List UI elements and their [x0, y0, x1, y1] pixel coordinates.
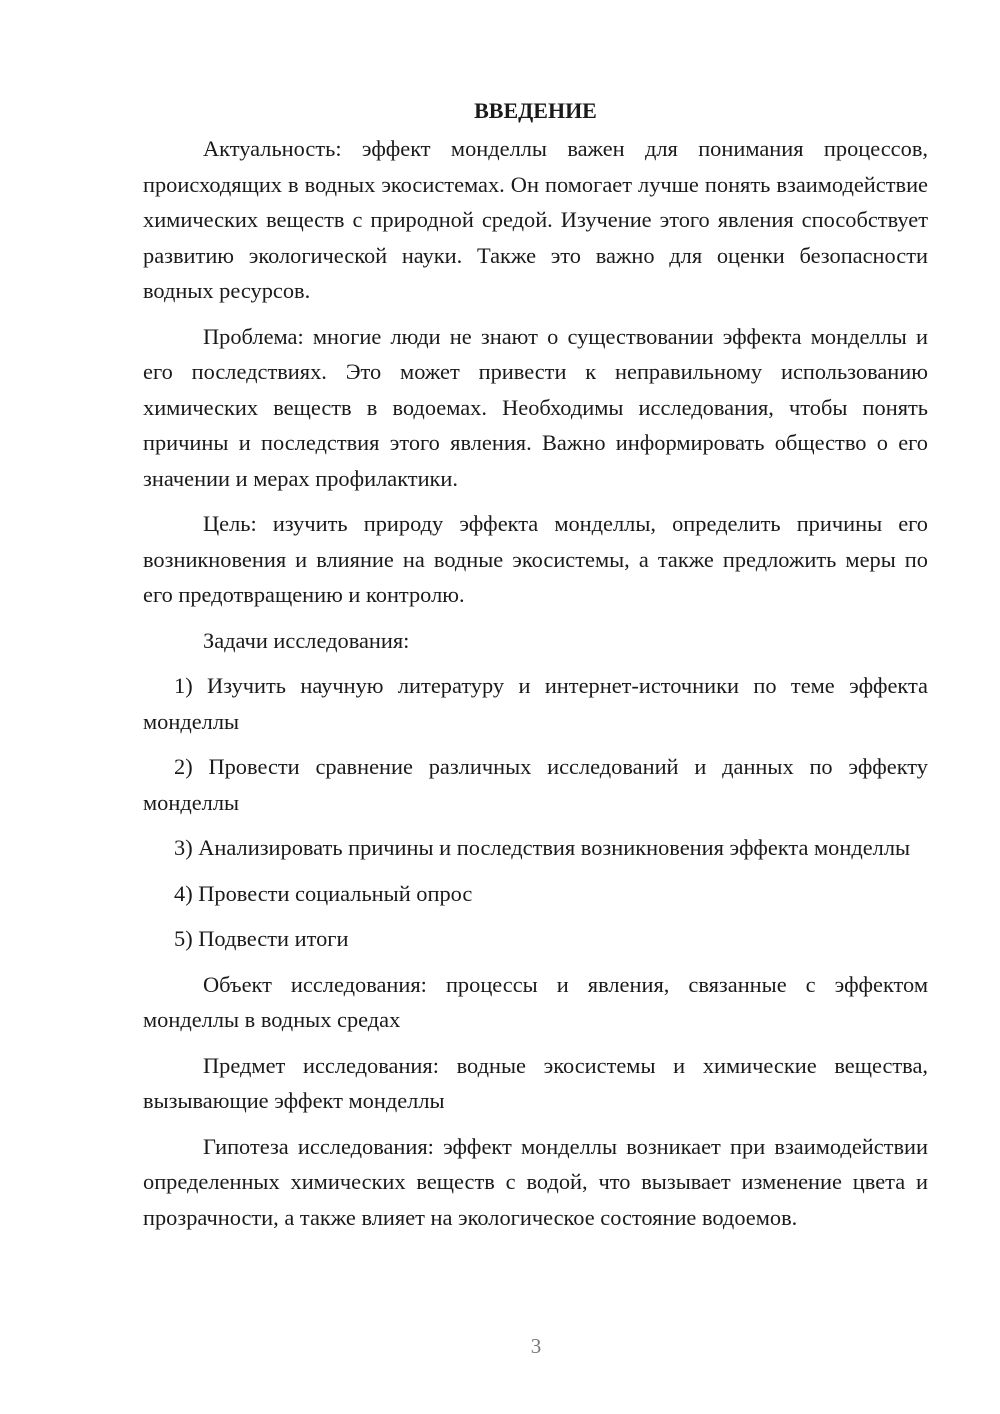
task-item-2: 2) Провести сравнение различных исследований и данных по эффекту монделлы [143, 754, 928, 815]
tasks-heading: Задачи исследования: [203, 627, 410, 653]
task-item-1: 1) Изучить научную литературу и интернет-источники по теме эффекта монделлы [143, 673, 928, 734]
document-page [143, 96, 928, 1245]
page-number: 3 [530, 1334, 542, 1358]
paragraph-relevance: Актуальность: эффект монделлы важен для понимания процессов, происходящих в водных экосистемах. Он помогает лучше понять взаимодействие химических веществ с природной средой. Изучение этого явления способствует развитию экологической науки. Также это важно для оценки безопасности водных ресурсов. [143, 136, 928, 303]
paragraph-hypothesis: Гипотеза исследования: эффект монделлы возникает при взаимодействии определенных химических веществ с водой, что вызывает изменение цвета и прозрачности, а также влияет на экологическое состояние водоемов. [143, 1133, 928, 1230]
paragraph-object: Объект исследования: процессы и явления, связанные с эффектом монделлы в водных средах [143, 971, 928, 1032]
task-item-3: 3) Анализировать причины и последствия возникновения эффекта монделлы [174, 835, 911, 860]
paragraph-goal: Цель: изучить природу эффекта монделлы, определить причины его возникновения и влияние на водные экосистемы, а также предложить меры по его предотвращению и контролю. [143, 511, 928, 607]
section-title: ВВЕДЕНИЕ [474, 98, 597, 123]
task-item-4: 4) Провести социальный опрос [174, 880, 473, 906]
paragraph-subject: Предмет исследования: водные экосистемы и химические вещества, вызывающие эффект монделлы [143, 1052, 928, 1113]
task-item-5: 5) Подвести итоги [174, 926, 349, 951]
paragraph-problem: Проблема: многие люди не знают о существовании эффекта монделлы и его последствиях. Это может привести к неправильному использованию химических веществ в водоемах. Необходимы исследования, чтобы понять причины и последствия этого явления. Важно информировать общество о его значении и мерах профилактики. [143, 323, 928, 491]
